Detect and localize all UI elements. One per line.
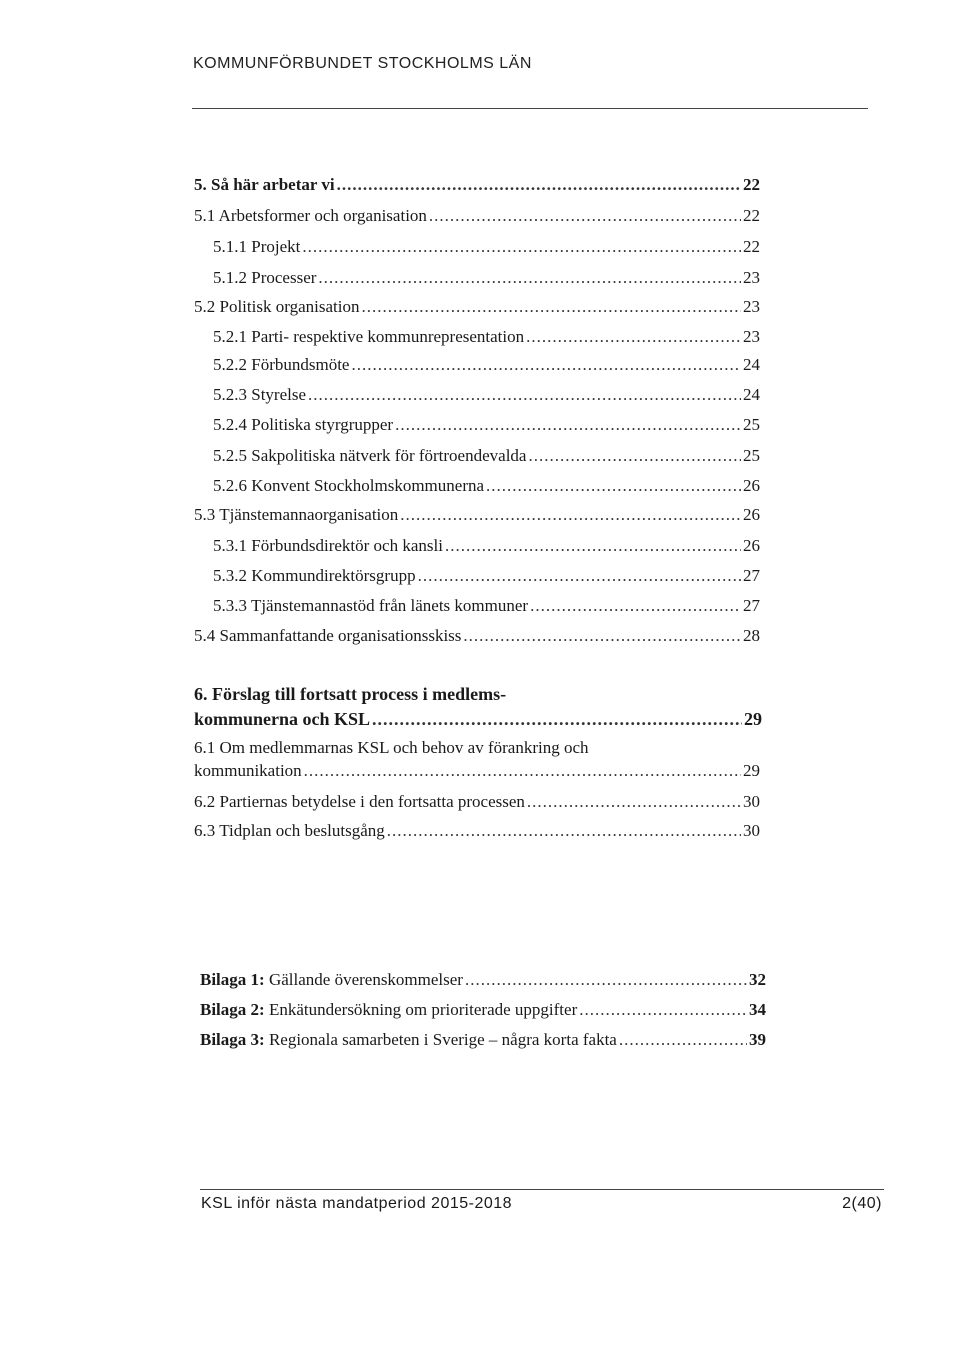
toc-entry-label: 5.2.4 Politiska styrgrupper [213,415,394,434]
appendix-page: 32 [749,970,766,989]
footer-document-title: KSL inför nästa mandatperiod 2015-2018 [201,1195,513,1212]
appendix-prefix: Bilaga 2: [200,1000,265,1019]
appendix-prefix: Bilaga 3: [200,1030,265,1049]
toc-entry-label: 5.3 Tjänstemannaorganisation [194,505,399,524]
toc-entry-page: 27 [743,596,760,615]
appendix-entry-label [200,1000,577,1020]
toc-entry-page: 25 [743,446,760,465]
toc-entry-page: 26 [743,536,760,555]
leader-dots [302,237,741,257]
appendix-page: 34 [749,1000,766,1019]
leader-dots [395,415,741,435]
toc-entry-label: kommunikation [194,761,302,780]
toc-entry-label: 5.2.5 Sakpolitiska nätverk för förtroendevalda [213,446,527,465]
toc-entry-page: 27 [743,566,760,585]
toc-entry-5-2-1[interactable] [213,327,760,347]
leader-dots [526,327,741,347]
leader-dots [337,175,741,195]
page-header-org: KOMMUNFÖRBUNDET STOCKHOLMS LÄN [193,55,532,72]
toc-entry-page: 25 [743,415,760,434]
toc-entry-5[interactable] [194,175,760,195]
footer-page-number: 2(40) [842,1195,882,1212]
leader-dots [400,505,741,525]
toc-entry-label: 5.2.1 Parti- respektive kommunrepresentation [213,327,525,346]
toc-entry-label: kommunerna och KSL [194,709,371,729]
appendix-entry-2[interactable] [200,1000,766,1020]
leader-dots [463,626,741,646]
toc-entry-5-3-3[interactable] [213,596,760,616]
toc-entry-page: 29 [743,761,760,780]
leader-dots [304,761,741,781]
leader-dots [528,446,741,466]
toc-entry-5-2[interactable] [194,297,760,317]
toc-entry-5-2-3[interactable] [213,385,760,405]
leader-dots [619,1030,747,1050]
leader-dots [318,268,741,288]
toc-entry-page: 22 [743,237,760,256]
leader-dots [372,709,742,729]
appendix-title: Regionala samarbeten i Sverige – några korta fakta [268,1030,617,1049]
toc-entry-page: 24 [743,355,760,374]
toc-entry-6-1[interactable] [194,761,760,781]
toc-entry-label: 6.3 Tidplan och beslutsgång [194,821,385,840]
toc-entry-6-line1[interactable]: 6. Förslag till fortsatt process i medlems- [194,684,507,704]
toc-entry-5-2-2[interactable] [213,355,760,375]
toc-entry-5-3-1[interactable] [213,536,760,556]
leader-dots [308,385,741,405]
footer-divider [200,1189,884,1190]
toc-entry-5-2-4[interactable] [213,415,760,435]
appendix-prefix: Bilaga 1: [200,970,265,989]
leader-dots [579,1000,747,1020]
toc-entry-5-1[interactable] [194,206,760,226]
appendix-entry-label [200,1030,617,1050]
toc-entry-5-2-5[interactable] [213,446,760,466]
toc-entry-page: 23 [743,297,760,316]
toc-entry-label: 5.1.2 Processer [213,268,317,287]
appendix-entry-3[interactable] [200,1030,766,1050]
toc-entry-label: 5.2.3 Styrelse [213,385,307,404]
leader-dots [527,792,741,812]
toc-entry-6-2[interactable] [194,792,760,812]
leader-dots [486,476,741,496]
toc-entry-5-4[interactable] [194,626,760,646]
toc-entry-page: 23 [743,327,760,346]
toc-entry-page: 30 [743,792,760,811]
toc-entry-5-2-6[interactable] [213,476,760,496]
leader-dots [351,355,741,375]
toc-entry-page: 22 [743,206,760,225]
toc-entry-label: 5.4 Sammanfattande organisationsskiss [194,626,462,645]
appendix-entry-label [200,970,463,990]
toc-entry-page: 30 [743,821,760,840]
toc-entry-page: 28 [743,626,760,645]
toc-entry-label: 5.2.2 Förbundsmöte [213,355,350,374]
toc-entry-page: 26 [743,476,760,495]
appendix-page: 39 [749,1030,766,1049]
toc-entry-5-3[interactable] [194,505,760,525]
toc-entry-page: 24 [743,385,760,404]
appendix-title: Enkätundersökning om prioriterade uppgifter [268,1000,578,1019]
leader-dots [361,297,741,317]
toc-entry-6-1-line1[interactable]: 6.1 Om medlemmarnas KSL och behov av förankring och [194,738,589,757]
leader-dots [445,536,741,556]
toc-entry-5-3-2[interactable] [213,566,760,586]
leader-dots [387,821,741,841]
leader-dots [530,596,741,616]
toc-entry-5-1-2[interactable] [213,268,760,288]
toc-entry-label: 5. Så här arbetar vi [194,175,335,194]
toc-entry-page: 26 [743,505,760,524]
toc-entry-page: 23 [743,268,760,287]
toc-entry-page: 29 [744,709,762,729]
toc-entry-label: 5.2 Politisk organisation [194,297,360,316]
leader-dots [418,566,741,586]
header-divider [192,108,868,109]
toc-entry-label: 5.3.1 Förbundsdirektör och kansli [213,536,443,555]
toc-entry-6[interactable] [194,709,762,729]
toc-entry-label: 5.3.2 Kommundirektörsgrupp [213,566,416,585]
leader-dots [429,206,741,226]
appendix-title: Gällande överenskommelser [268,970,463,989]
toc-entry-6-3[interactable] [194,821,760,841]
toc-entry-label: 5.1 Arbetsformer och organisation [194,206,427,225]
toc-entry-label: 5.3.3 Tjänstemannastöd från länets kommuner [213,596,529,615]
toc-entry-label: 6.2 Partiernas betydelse i den fortsatta processen [194,792,525,811]
appendix-entry-1[interactable] [200,970,766,990]
toc-entry-label: 5.2.6 Konvent Stockholmskommunerna [213,476,485,495]
leader-dots [465,970,747,990]
toc-entry-label: 5.1.1 Projekt [213,237,301,256]
toc-entry-5-1-1[interactable] [213,237,760,257]
toc-entry-page: 22 [743,175,760,194]
